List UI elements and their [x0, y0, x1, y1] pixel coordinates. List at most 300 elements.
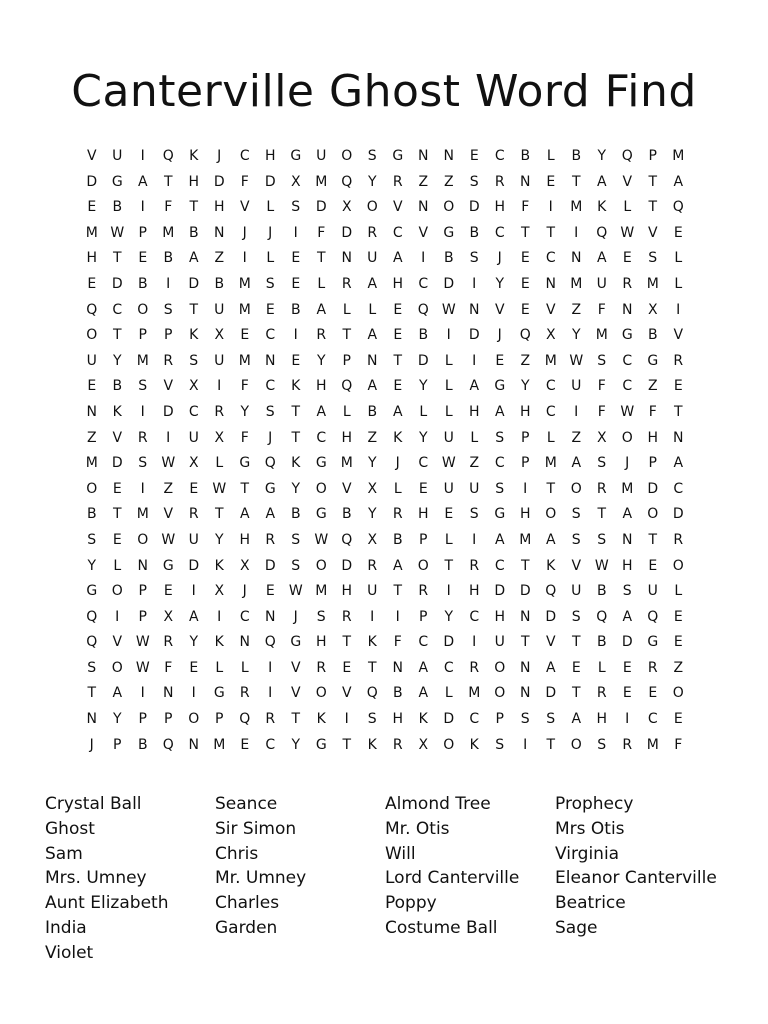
grid-letter: S — [189, 352, 199, 369]
word-list-item: Beatrice — [555, 893, 626, 914]
grid-letter: V — [571, 557, 582, 574]
grid-letter: T — [163, 173, 173, 190]
grid-letter: C — [647, 711, 658, 728]
grid-letter: T — [291, 403, 301, 420]
grid-letter: C — [469, 608, 480, 625]
grid-letter: C — [622, 378, 633, 395]
grid-letter: Q — [162, 148, 174, 164]
grid-letter: M — [315, 173, 328, 190]
grid-letter: P — [138, 224, 147, 241]
grid-letter: L — [546, 148, 555, 164]
grid-letter: A — [316, 301, 327, 318]
grid-letter: I — [140, 403, 145, 420]
grid-letter: W — [569, 352, 584, 369]
grid-letter: L — [444, 685, 453, 702]
word-list-item: Prophecy — [555, 794, 634, 814]
grid-letter: T — [240, 480, 250, 497]
grid-letter: T — [342, 736, 352, 753]
grid-letter: I — [472, 634, 477, 651]
grid-letter: M — [646, 275, 659, 292]
grid-letter: E — [622, 250, 632, 267]
grid-letter: J — [268, 429, 273, 446]
grid-letter: I — [446, 327, 451, 344]
grid-letter: X — [596, 429, 607, 446]
grid-letter: Y — [316, 352, 326, 369]
grid-letter: L — [240, 659, 249, 676]
grid-letter: L — [215, 659, 224, 676]
grid-letter: I — [140, 480, 145, 497]
grid-letter: D — [341, 224, 353, 241]
grid-letter: Q — [86, 634, 98, 651]
grid-letter: N — [469, 301, 480, 318]
grid-letter: V — [622, 173, 633, 190]
grid-letter: E — [520, 301, 530, 318]
grid-letter: B — [571, 148, 582, 164]
word-list-item: Eleanor Canterville — [555, 868, 717, 889]
grid-letter: A — [418, 685, 429, 702]
grid-letter: U — [367, 250, 378, 267]
grid-letter: W — [161, 455, 176, 472]
grid-letter: V — [163, 506, 174, 523]
grid-letter: T — [393, 583, 403, 600]
grid-letter: A — [265, 506, 276, 523]
grid-letter: E — [393, 327, 403, 344]
grid-letter: G — [264, 480, 276, 497]
grid-letter: N — [163, 685, 174, 702]
grid-letter: K — [214, 557, 224, 574]
grid-letter: B — [112, 378, 123, 395]
grid-letter: W — [135, 659, 150, 676]
grid-letter: R — [265, 711, 276, 728]
grid-letter: V — [545, 301, 556, 318]
grid-letter: J — [497, 250, 502, 267]
grid-letter: E — [673, 711, 683, 728]
grid-letter: P — [215, 711, 224, 728]
grid-letter: D — [545, 608, 557, 625]
grid-letter: I — [268, 659, 273, 676]
grid-letter: T — [316, 250, 326, 267]
grid-letter: A — [596, 173, 607, 190]
grid-letter: C — [239, 148, 250, 164]
grid-letter: E — [673, 608, 683, 625]
grid-letter: O — [86, 480, 98, 497]
grid-letter: M — [621, 480, 634, 497]
grid-letter: I — [625, 711, 630, 728]
grid-letter: J — [268, 224, 273, 241]
grid-letter: I — [115, 608, 120, 625]
grid-letter: E — [265, 583, 275, 600]
grid-letter: S — [291, 199, 301, 216]
grid-letter: E — [520, 250, 530, 267]
grid-letter: O — [494, 685, 506, 702]
grid-letter: S — [597, 531, 607, 548]
grid-letter: T — [571, 685, 581, 702]
grid-letter: L — [317, 275, 326, 292]
grid-letter: T — [112, 506, 122, 523]
grid-letter: J — [625, 455, 630, 472]
grid-letter: L — [368, 301, 377, 318]
grid-letter: B — [188, 224, 199, 241]
grid-letter: Q — [672, 199, 684, 216]
grid-letter: F — [521, 199, 530, 216]
grid-letter: Z — [86, 429, 97, 446]
grid-letter: C — [418, 634, 429, 651]
grid-letter: N — [137, 557, 148, 574]
grid-letter: X — [163, 608, 174, 625]
grid-letter: G — [494, 506, 506, 523]
grid-letter: U — [571, 583, 582, 600]
grid-letter: J — [217, 148, 222, 164]
grid-letter: A — [418, 659, 429, 676]
grid-letter: S — [495, 480, 505, 497]
grid-letter: S — [622, 583, 632, 600]
grid-letter: B — [86, 506, 97, 523]
grid-letter: Q — [366, 685, 378, 702]
grid-letter: K — [393, 429, 403, 446]
grid-letter: I — [140, 685, 145, 702]
grid-letter: X — [341, 199, 352, 216]
grid-letter: H — [213, 199, 225, 216]
grid-letter: E — [189, 659, 199, 676]
grid-letter: N — [520, 659, 531, 676]
grid-letter: N — [239, 634, 250, 651]
grid-letter: O — [570, 736, 582, 753]
grid-letter: B — [137, 275, 148, 292]
grid-letter: D — [672, 506, 684, 523]
grid-letter: T — [444, 557, 454, 574]
grid-letter: U — [571, 378, 582, 395]
grid-letter: O — [545, 506, 557, 523]
grid-letter: E — [393, 378, 403, 395]
grid-letter: Z — [163, 480, 174, 497]
grid-letter: C — [494, 148, 505, 164]
grid-letter: I — [676, 301, 681, 318]
grid-letter: O — [417, 557, 429, 574]
grid-letter: I — [140, 148, 145, 164]
grid-letter: W — [314, 531, 329, 548]
grid-letter: S — [265, 275, 275, 292]
grid-letter: B — [596, 583, 607, 600]
grid-letter: I — [166, 275, 171, 292]
grid-letter: Q — [647, 608, 659, 625]
word-list-item: Mr. Umney — [215, 868, 307, 889]
grid-letter: I — [140, 199, 145, 216]
grid-letter: M — [85, 455, 98, 472]
grid-letter: S — [469, 173, 479, 190]
grid-letter: F — [240, 378, 249, 395]
grid-letter: H — [494, 608, 506, 625]
grid-letter: K — [469, 736, 479, 753]
grid-letter: X — [239, 557, 250, 574]
grid-letter: E — [418, 480, 428, 497]
grid-letter: R — [392, 506, 403, 523]
grid-letter: R — [367, 224, 378, 241]
grid-letter: H — [519, 403, 531, 420]
grid-letter: H — [468, 403, 480, 420]
grid-letter: V — [290, 685, 301, 702]
grid-letter: F — [597, 403, 606, 420]
word-list-item: Costume Ball — [385, 917, 498, 938]
grid-letter: N — [214, 224, 225, 241]
word-list-item: Seance — [215, 794, 278, 814]
grid-letter: C — [316, 429, 327, 446]
grid-letter: T — [571, 634, 581, 651]
grid-letter: B — [137, 736, 148, 753]
grid-letter: K — [291, 378, 301, 395]
grid-letter: Z — [571, 429, 582, 446]
grid-letter: L — [444, 378, 453, 395]
grid-letter: R — [163, 352, 174, 369]
grid-letter: O — [315, 685, 327, 702]
grid-letter: T — [648, 173, 658, 190]
grid-letter: K — [546, 557, 556, 574]
grid-letter: S — [546, 711, 556, 728]
grid-letter: D — [468, 199, 480, 216]
grid-letter: T — [214, 506, 224, 523]
grid-letter: I — [472, 352, 477, 369]
grid-letter: N — [418, 148, 429, 164]
grid-letter: R — [392, 736, 403, 753]
grid-letter: G — [86, 583, 98, 600]
grid-letter: L — [674, 583, 683, 600]
grid-letter: X — [188, 455, 199, 472]
grid-letter: H — [392, 711, 404, 728]
grid-letter: I — [548, 199, 553, 216]
grid-letter: B — [367, 403, 378, 420]
grid-letter: W — [620, 224, 635, 241]
grid-letter: F — [240, 173, 249, 190]
grid-letter: Q — [596, 608, 608, 625]
grid-letter: Z — [673, 659, 684, 676]
grid-letter: N — [443, 148, 454, 164]
grid-letter: E — [393, 301, 403, 318]
grid-letter: G — [647, 352, 659, 369]
grid-letter: X — [418, 736, 429, 753]
grid-letter: S — [648, 250, 658, 267]
grid-letter: T — [112, 250, 122, 267]
grid-letter: X — [214, 327, 225, 344]
page-title: Canterville Ghost Word Find — [71, 66, 697, 117]
grid-letter: O — [443, 199, 455, 216]
grid-letter: L — [444, 403, 453, 420]
grid-letter: P — [342, 352, 351, 369]
grid-letter: R — [596, 685, 607, 702]
grid-letter: Y — [189, 634, 199, 651]
grid-letter: H — [341, 583, 353, 600]
grid-letter: R — [239, 685, 250, 702]
grid-letter: K — [316, 711, 326, 728]
grid-letter: R — [367, 557, 378, 574]
grid-letter: B — [596, 634, 607, 651]
grid-letter: M — [570, 275, 583, 292]
grid-letter: W — [212, 480, 227, 497]
grid-letter: C — [188, 403, 199, 420]
grid-letter: H — [647, 429, 659, 446]
grid-letter: E — [342, 659, 352, 676]
grid-letter: E — [444, 506, 454, 523]
grid-letter: H — [621, 557, 633, 574]
grid-letter: G — [290, 148, 302, 164]
grid-letter: N — [392, 659, 403, 676]
grid-letter: M — [519, 531, 532, 548]
grid-letter: P — [648, 455, 657, 472]
grid-letter: E — [189, 480, 199, 497]
grid-letter: O — [494, 659, 506, 676]
grid-letter: A — [392, 403, 403, 420]
grid-letter: B — [418, 327, 429, 344]
grid-letter: Z — [214, 250, 225, 267]
grid-letter: A — [469, 378, 480, 395]
word-list-item: Mr. Otis — [385, 818, 450, 839]
grid-letter: L — [597, 659, 606, 676]
grid-letter: H — [239, 531, 251, 548]
grid-letter: O — [111, 583, 123, 600]
grid-letter: R — [596, 480, 607, 497]
grid-letter: U — [86, 352, 97, 369]
grid-letter: F — [164, 199, 173, 216]
grid-letter: S — [571, 608, 581, 625]
grid-letter: C — [418, 455, 429, 472]
grid-letter: L — [342, 301, 351, 318]
grid-letter: A — [188, 608, 199, 625]
grid-letter: A — [571, 711, 582, 728]
grid-letter: I — [523, 736, 528, 753]
grid-letter: Q — [417, 301, 429, 318]
grid-letter: B — [469, 224, 480, 241]
grid-letter: X — [367, 480, 378, 497]
grid-letter: Z — [520, 352, 531, 369]
grid-letter: Y — [112, 352, 122, 369]
grid-letter: N — [265, 352, 276, 369]
grid-letter: U — [443, 480, 454, 497]
grid-letter: M — [238, 275, 251, 292]
grid-letter: I — [242, 250, 247, 267]
grid-letter: M — [315, 583, 328, 600]
grid-letter: L — [113, 557, 122, 574]
grid-letter: C — [673, 480, 684, 497]
grid-letter: G — [315, 736, 327, 753]
grid-letter: Y — [367, 173, 377, 190]
grid-letter: R — [469, 659, 480, 676]
grid-letter: K — [597, 199, 607, 216]
grid-letter: X — [367, 531, 378, 548]
grid-letter: A — [392, 250, 403, 267]
grid-letter: R — [673, 352, 684, 369]
grid-letter: U — [214, 352, 225, 369]
grid-letter: S — [597, 736, 607, 753]
grid-letter: I — [293, 224, 298, 241]
grid-letter: B — [443, 250, 454, 267]
grid-letter: M — [544, 455, 557, 472]
grid-letter: H — [315, 634, 327, 651]
grid-letter: E — [87, 199, 97, 216]
grid-letter: E — [112, 531, 122, 548]
grid-letter: E — [87, 378, 97, 395]
grid-letter: P — [521, 455, 530, 472]
grid-letter: P — [164, 711, 173, 728]
grid-letter: S — [495, 429, 505, 446]
grid-letter: E — [265, 301, 275, 318]
grid-letter: C — [469, 711, 480, 728]
grid-letter: Y — [444, 608, 454, 625]
grid-letter: R — [418, 583, 429, 600]
grid-letter: I — [574, 403, 579, 420]
grid-letter: O — [672, 557, 684, 574]
grid-letter: S — [469, 506, 479, 523]
grid-letter: L — [266, 199, 275, 216]
grid-letter: H — [315, 378, 327, 395]
grid-letter: W — [135, 634, 150, 651]
grid-letter: A — [622, 608, 633, 625]
grid-letter: P — [164, 327, 173, 344]
grid-letter: Z — [418, 173, 429, 190]
grid-letter: A — [571, 455, 582, 472]
grid-letter: H — [86, 250, 98, 267]
grid-letter: S — [87, 531, 97, 548]
grid-letter: R — [316, 659, 327, 676]
grid-letter: S — [265, 403, 275, 420]
grid-letter: M — [672, 148, 685, 164]
grid-letter: P — [521, 429, 530, 446]
grid-letter: U — [316, 148, 327, 164]
grid-letter: C — [545, 403, 556, 420]
grid-letter: D — [86, 173, 98, 190]
grid-letter: P — [138, 327, 147, 344]
grid-letter: F — [674, 736, 683, 753]
grid-letter: S — [571, 531, 581, 548]
grid-letter: X — [290, 173, 301, 190]
grid-letter: B — [112, 199, 123, 216]
grid-letter: L — [623, 199, 632, 216]
grid-letter: Y — [240, 403, 250, 420]
grid-letter: V — [112, 429, 123, 446]
grid-letter: Y — [597, 148, 607, 164]
grid-letter: C — [392, 224, 403, 241]
grid-letter: R — [469, 557, 480, 574]
grid-letter: R — [265, 531, 276, 548]
grid-letter: U — [367, 583, 378, 600]
grid-letter: B — [520, 148, 531, 164]
grid-letter: S — [163, 301, 173, 318]
grid-letter: B — [647, 327, 658, 344]
word-list-item: Violet — [45, 942, 94, 963]
grid-letter: Z — [469, 455, 480, 472]
grid-letter: R — [673, 531, 684, 548]
grid-letter: A — [596, 250, 607, 267]
grid-letter: P — [138, 583, 147, 600]
grid-letter: M — [136, 352, 149, 369]
grid-letter: C — [443, 659, 454, 676]
grid-letter: A — [545, 659, 556, 676]
grid-letter: Z — [443, 173, 454, 190]
grid-letter: Q — [621, 148, 633, 164]
grid-letter: T — [520, 557, 530, 574]
grid-letter: E — [520, 275, 530, 292]
grid-letter: O — [672, 685, 684, 702]
grid-letter: O — [137, 531, 149, 548]
grid-letter: M — [646, 736, 659, 753]
grid-letter: N — [265, 608, 276, 625]
grid-letter: X — [214, 583, 225, 600]
grid-letter: O — [443, 736, 455, 753]
grid-letter: E — [673, 224, 683, 241]
grid-letter: D — [647, 480, 659, 497]
grid-letter: I — [446, 583, 451, 600]
grid-letter: H — [392, 275, 404, 292]
grid-letter: L — [674, 275, 683, 292]
grid-letter: W — [110, 224, 125, 241]
grid-letter: E — [112, 480, 122, 497]
